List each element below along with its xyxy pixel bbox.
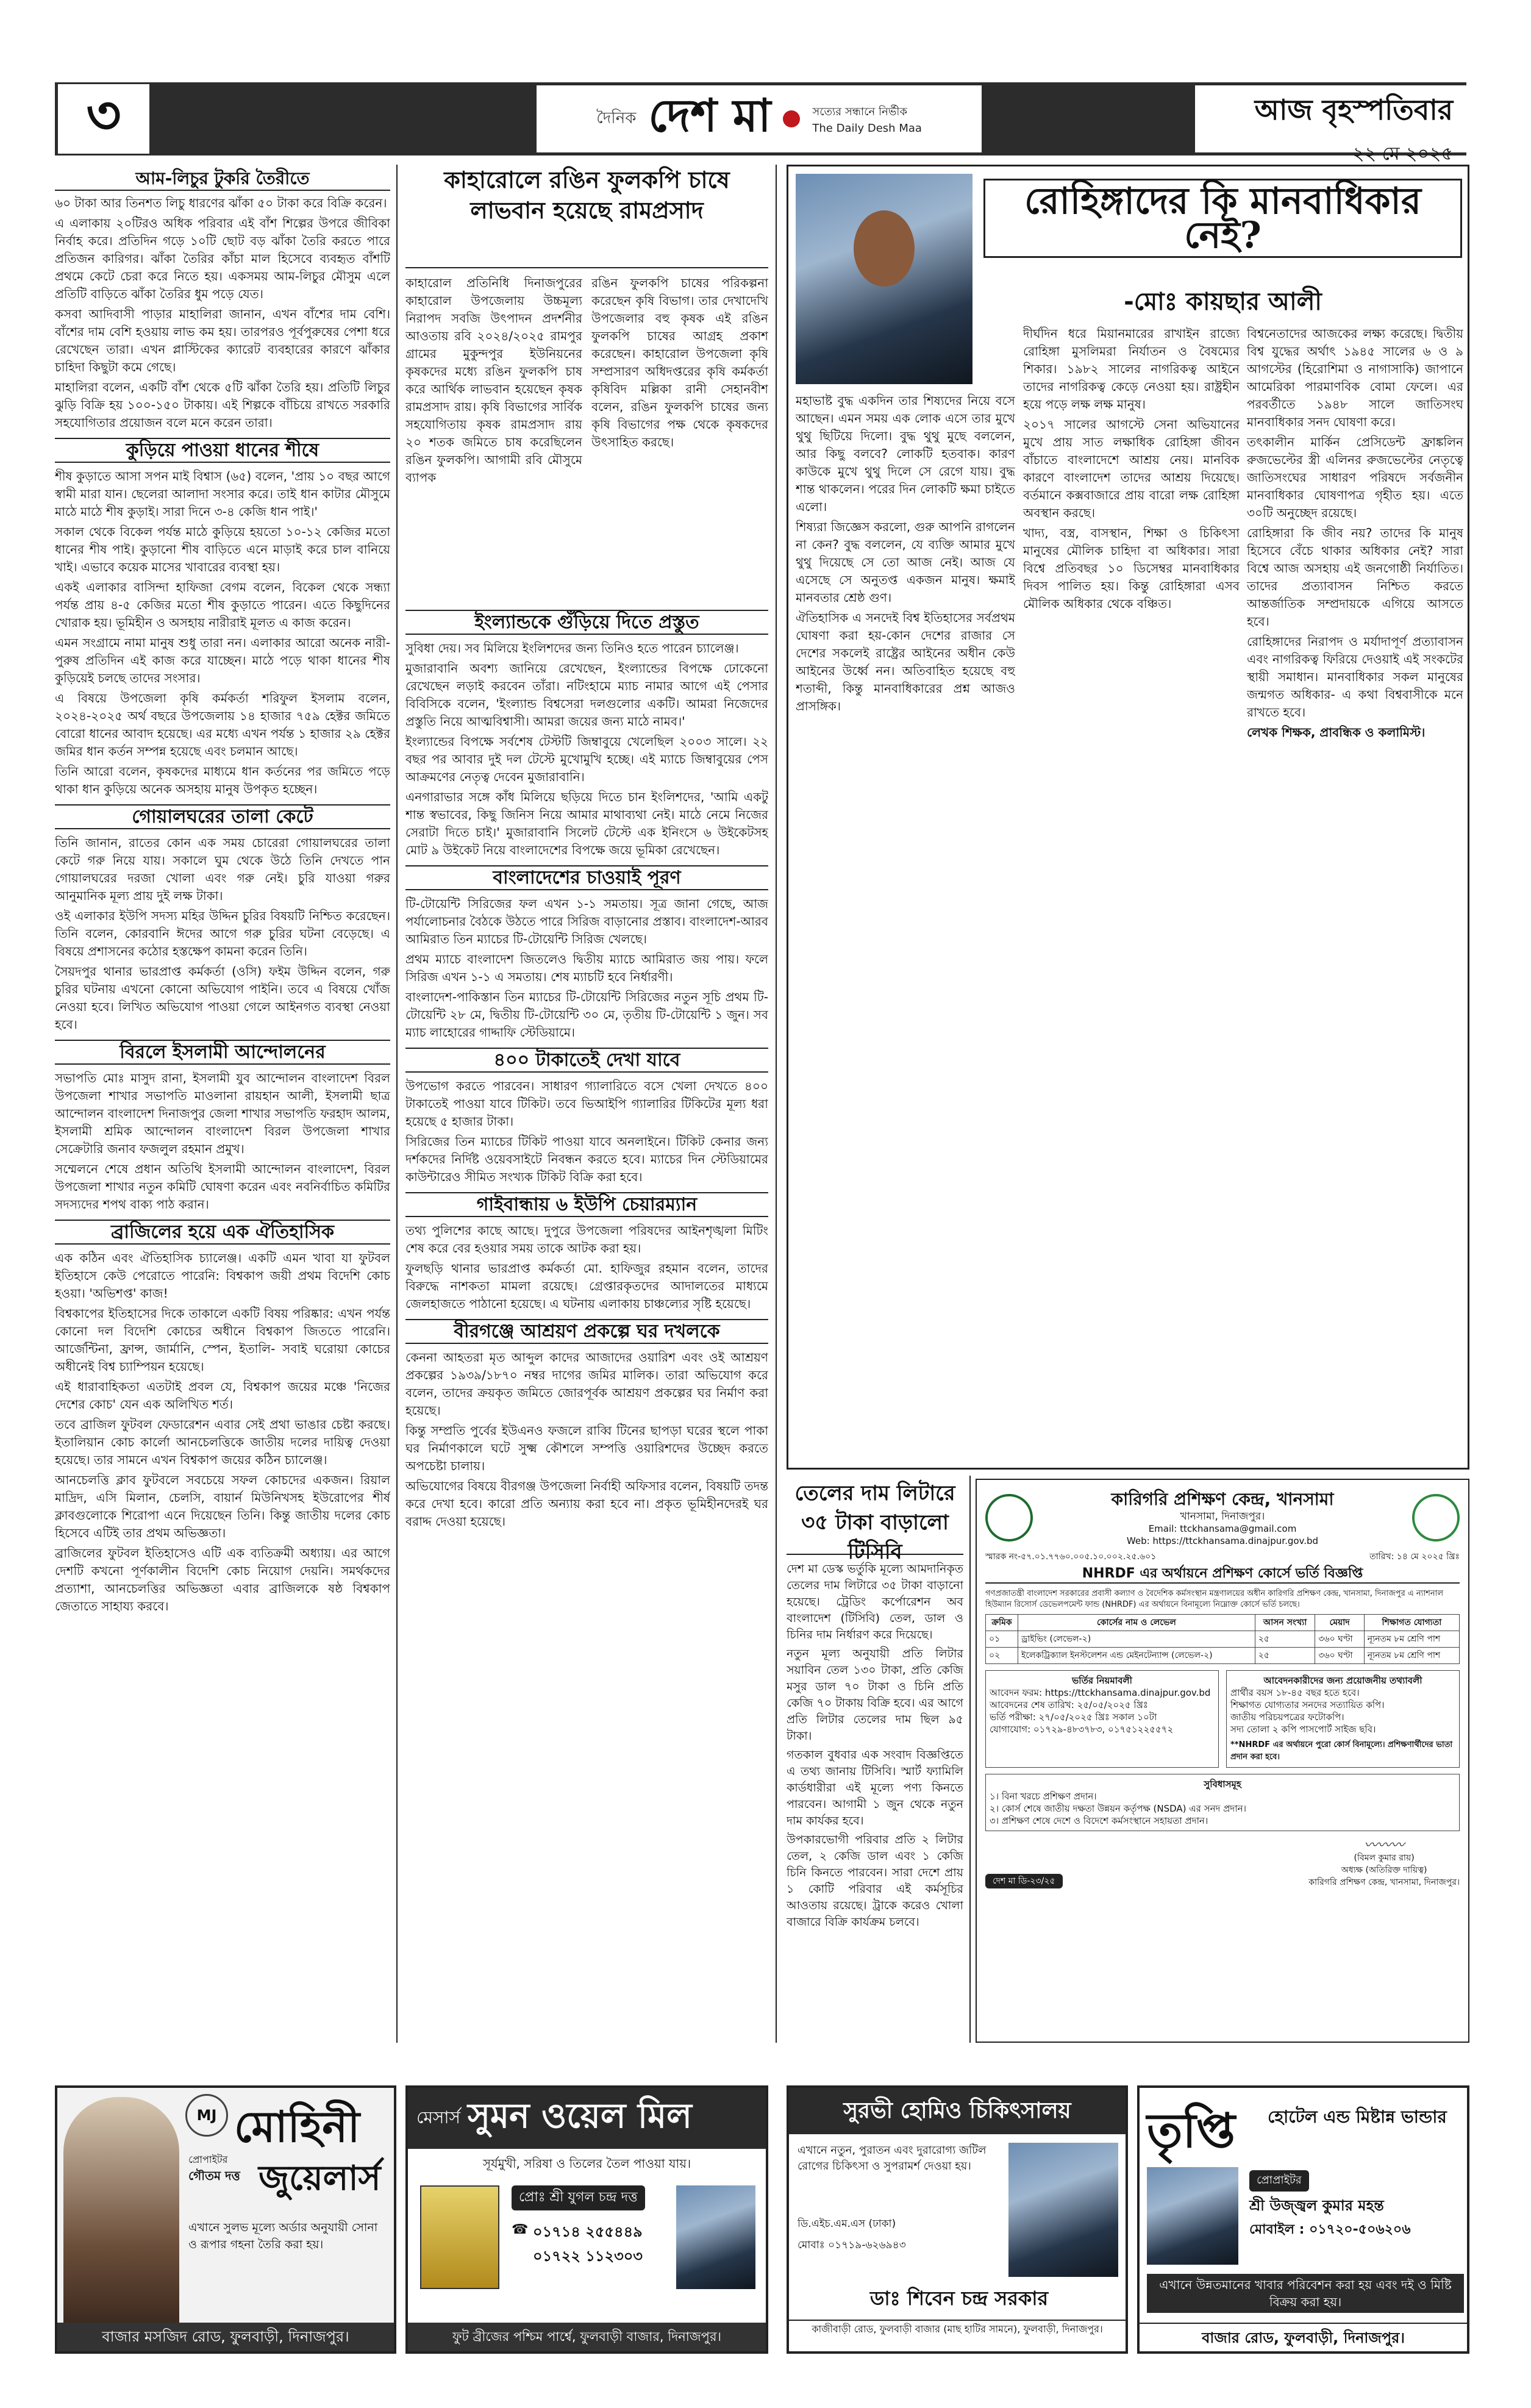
list-item: জাতীয় পরিচয়পত্রের ফটোকপি। [1230, 1712, 1344, 1723]
table-cell: ন্যূনতম ৮ম শ্রেণি পাশ [1364, 1648, 1459, 1664]
doctor-name: ডাঃ শিবেন চন্দ্র সরকার [869, 2287, 1049, 2310]
paragraph: ঐতিহাসিক এ সনদেই বিশ্ব ইতিহাসের সর্বপ্রথম ঘোষণা করা হয়-কোন দেশের রাজার সে দেশের সকলেই রাষ্ট্রের আইনের অধীন কেউ আইনের উর্ধ্বে নন। অতিবাহিত হয়েছে বহু শতাব্দী, কিন্তু মানবাধিকারের প্রশ্ন আজও প্রাসঙ্গিক। [796, 610, 1015, 713]
table-header: মেয়াদ [1315, 1615, 1364, 1631]
column-divider [396, 165, 398, 2043]
owner-label: প্রোপ্রাইটর [1249, 2170, 1309, 2192]
opinion-text-col2 [1023, 325, 1240, 1462]
dd-reference: দেশ মা ডি-২৩/২৫ [985, 1874, 1063, 1888]
paragraph: এই ধারাবাহিকতা এতটাই প্রবল যে, বিশ্বকাপ জয়ের মঞ্চে 'নিজের দেশের কোচ' যেন এক অলিখিত শর্ত। [55, 1379, 390, 1412]
author-note: লেখক শিক্ষক, প্রাবন্ধিক ও কলামিস্ট। [1247, 725, 1426, 740]
table-header: আসন সংখ্যা [1255, 1615, 1315, 1631]
masthead-tagline: সত্যের সন্ধানে নির্ভীক [812, 105, 907, 118]
article-headline: তেলের দাম লিটারে ৩৫ টাকা বাড়ালো টিসিবি [794, 1481, 955, 1564]
paragraph: নতুন মূল্য অনুযায়ী প্রতি লিটার সয়াবিন তেল ১৩০ টাকা, প্রতি কেজি মসুর ডাল ৭০ টাকা ও চিনি প্রতি কেজি ৭০ টাকায় বিক্রি হবে। এর আগে প্রতি লিটার তেলের দাম ছিল ৯৫ টাকা। [787, 1647, 963, 1743]
table-header: শিক্ষাগত যোগ্যতা [1364, 1615, 1459, 1631]
list-item: ২। কোর্স শেষে জাতীয় দক্ষতা উন্নয়ন কর্তৃপক্ষ (NSDA) এর সনদ প্রদান। [990, 1803, 1246, 1814]
ad-title: তৃপ্তি [1147, 2103, 1235, 2159]
owner-photo [1147, 2167, 1238, 2265]
ad-address: ফুট ব্রীজের পশ্চিম পার্শ্বে, ফুলবাড়ী বাজার, দিনাজপুর। [408, 2323, 766, 2351]
article-heading: গাইবান্ধায় ৬ ইউপি চেয়ারম্যান [405, 1192, 768, 1217]
table-cell: ০২ [986, 1648, 1018, 1664]
masthead-logo-icon [783, 110, 800, 127]
paragraph: বিশ্বনেতাদের আজকের লক্ষ্য করেছে। দ্বিতীয় বিশ্ব যুদ্ধের অর্থাৎ ১৯৪৫ সালের ৬ ও ৯ আগস্টের (হিরোশিমা ও নাগাসাকি) জাপানে আমেরিকা পারমাণবিক বোমা ফেলে। এর পরবর্তীতে ১৯৪৮ সালে জাতিসংঘ মানবাধিকার সনদ ঘোষণা করে। [1247, 326, 1463, 429]
docs-title: আবেদনকারীদের জন্য প্রয়োজনীয় তথ্যাবলী [1263, 1675, 1422, 1686]
column-divider [776, 165, 777, 2043]
paragraph: আনচেলত্তি ক্লাব ফুটবলে সবচেয়ে সফল কোচদের একজন। রিয়াল মাদ্রিদ, এসি মিলান, চেলসি, বায়ার্ন মিউনিখসহ ইউরোপের শীর্ষ ক্লাবগুলোকে শিরোপা এনে দিয়েছেন তিনি। কিন্তু জাতীয় দলের কোচ হিসেবে এটিই তার প্রথম অভিজ্ঞতা। [55, 1473, 390, 1540]
paragraph: ওই এলাকার ইউপি সদস্য মহির উদ্দিন চুরির বিষয়টি নিশ্চিত করেছেন। তিনি বলেন, কোরবানি ঈদের আগে গরু চুরির ঘটনা বেড়েছে। এ বিষয়ে প্রশাসনের কঠোর হস্তক্ষেপ কামনা করেন তিনি। [55, 909, 390, 959]
masthead-subtitle: The Daily Desh Maa [812, 122, 922, 135]
signer-title: অধ্যক্ষ (অতিরিক্ত দায়িত্ব) [1341, 1865, 1427, 1875]
article-heading: আম-লিচুর টুকরি তৈরীতে [55, 170, 390, 191]
paragraph: তৎকালীন মার্কিন প্রেসিডেন্ট ফ্রাঙ্কলিন রুজভেল্টের স্ত্রী এলিনর রুজভেল্টের নেতৃত্বে জাতিসংঘের সাধারণ পরিষদে সর্বজনীন মানবাধিকার ঘোষণাপত্র গৃহীত হয়। এতে ৩০টি অনুচ্ছেদ রয়েছে। [1247, 435, 1463, 520]
table-header: কোর্সের নাম ও লেভেল [1018, 1615, 1255, 1631]
article-heading: বীরগঞ্জে আশ্রয়ণ প্রকল্পে ঘর দখলকে [405, 1319, 768, 1344]
docs-list [1230, 1687, 1455, 1735]
signer-org: কারিগরি প্রশিক্ষণ কেন্দ্র, খানসামা, দিনাজপুর। [1308, 1877, 1460, 1887]
paragraph: ইংল্যান্ডের বিপক্ষে সর্বশেষ টেস্টটি জিম্বাবুয়ে খেলেছিল ২০০৩ সালে। ২২ বছর পর আবার দুই দল টেস্টে মুখোমুখি হচ্ছে। এই ম্যাচে জিম্বাবুয়ের পেস আক্রমণের নেতৃত্ব দেবেন মুজারাবানি। [405, 734, 768, 784]
notice-intro: গণপ্রজাতন্ত্রী বাংলাদেশ সরকারের প্রবাসী কল্যাণ ও বৈদেশিক কর্মসংস্থান মন্ত্রণালয়ের অধীন কারিগরি প্রশিক্ষণ কেন্দ্র, খানসামা, দিনাজপুর এ ন্যাশনাল হিউম্যান রিসোর্স ডেভেলপমেন্ট ফান্ড (NHRDF) এর অর্থায়নে বিনামূল্যে নিম্নোক্ত কোর্সে ভর্তি চলছে। [985, 1589, 1444, 1609]
paragraph: ব্রাজিলের ফুটবল ইতিহাসেও এটি এক ব্যতিক্রমী অধ্যায়। এর আগে দেশটি কখনো পূর্ণকালীন বিদেশি কোচ নিয়োগ দেয়নি। সমর্থকদের প্রত্যাশা, আনচেলত্তির অভিজ্ঞতা এবার ব্রাজিলকে ষষ্ঠ বিশ্বকাপ জেতাতে সাহায্য করবে। [55, 1546, 390, 1613]
course-table [985, 1614, 1460, 1664]
ad-subtitle: হোটেল এন্ড মিষ্টান্ন ভান্ডার [1268, 2107, 1447, 2127]
article-heading: বাংলাদেশের চাওয়াই পূরণ [405, 865, 768, 890]
table-cell: ইলেকট্রিক্যাল ইনস্টলেশন এন্ড মেইনটেন্যান্স (লেভেল-২) [1018, 1648, 1255, 1664]
jewelry-logo-icon: MJ [185, 2094, 228, 2137]
notice-web: Web: https://ttckhansama.dinajpur.gov.bd [1126, 1535, 1319, 1546]
day-label: আজ বৃহস্পতিবার [1254, 93, 1453, 126]
paragraph: সভাপতি মোঃ মাসুদ রানা, ইসলামী যুব আন্দোলন বাংলাদেশ বিরল উপজেলা শাখার সভাপতি মাওলানা রায়হান আলী, ইসলামী ছাত্র আন্দোলন বাংলাদেশ দিনাজপুর জেলা শাখার সভাপতি ফরহাদ আলম, ইসলামী শ্রমিক আন্দোলন বাংলাদেশ বিরল উপজেলা শাখার সেক্রেটারি জনাব ফজলুল রহমান প্রমুখ। [55, 1071, 390, 1156]
ad-description: এখানে নতুন, পুরাতন এবং দুরারোগ্য জটিল রোগের চিকিৎসা ও সুপরামর্শ দেওয়া হয়। [798, 2144, 987, 2173]
article-heading: ইংল্যান্ডকে গুঁড়িয়ে দিতে প্রস্তুত [405, 610, 768, 635]
notice-org: কারিগরি প্রশিক্ষণ কেন্দ্র, খানসামা [1111, 1489, 1334, 1509]
benefit-note: **NHRDF এর অর্থায়নে পুরো কোর্স বিনামূল্যে। প্রশিক্ষণার্থীদের ভাতা প্রদান করা হবে। [1230, 1740, 1453, 1762]
paragraph: কাহারোল প্রতিনিধি দিনাজপুরের কাহারোল উপজেলায় উচ্চমূল্য নিরাপদ সবজি উৎপাদন প্রদর্শনীর আওতায় রবি ২০২৪/২০২৫ রামপুর গ্রামের মুকুন্দপুর ইউনিয়নের কৃষকদের মধ্যে রঙিন ফুলকপি চাষ করে আর্থিক লাভবান হয়েছেন কৃষক রামপ্রসাদ রায়। কৃষি বিভাগের সার্বিক সহযোগিতায় কৃষক রামপ্রসাদ রায় ২০ শতক জমিতে চাষ করেছিলেন রঙিন ফুলকপি। আগামী রবি মৌসুমে ব্যাপক [405, 276, 582, 485]
paragraph: টি-টোয়েন্টি সিরিজের ফল এখন ১-১ সমতায়। সূত্র জানা গেছে, আজ পর্যালোচনার বৈঠকে উঠতে পারে সিরিজ বাড়ানোর প্রস্তাব। বাংলাদেশ-আরব আমিরাত তিন ম্যাচের টি-টোয়েন্টি সিরিজ খেলছে। [405, 896, 768, 946]
article-heading: ব্রাজিলের হয়ে এক ঐতিহাসিক [55, 1220, 390, 1245]
masthead-title: দেশ মা [648, 89, 771, 142]
signer-name: (বিমল কুমার রায়) [1354, 1853, 1415, 1863]
tcb-text [787, 1561, 963, 2043]
table-cell: ড্রাইভিং (লেভেল-২) [1018, 1631, 1255, 1648]
paragraph: রঙিন ফুলকপি চাষের পরিকল্পনা করেছেন কৃষি বিভাগ। তার দেখাদেখি উপজেলার বহু কৃষক এই রঙিন ফুলকপি চাষের আগ্রহ প্রকাশ করেছেন। কাহারোল উপজেলা কৃষি সম্প্রসারণ অধিদপ্তরের কৃষি কর্মকর্তা কৃষিবিদ মল্লিকা রানী সেহানবীশ বলেন, রঙিন ফুলকপি চাষের জন্য কৃষি বিভাগের পক্ষ থেকে কৃষকদের উৎসাহিত করছে। [591, 276, 768, 449]
table-row [986, 1648, 1460, 1664]
owner-photo [676, 2185, 755, 2289]
paragraph: দীর্ঘদিন ধরে মিয়ানমারের রাখাইন রাজ্যে রোহিঙ্গা মুসলিমরা নির্যাতন ও বৈষম্যের শিকার। ১৯৮২ সালের নাগরিকত্ব আইনে তাদের নাগরিকত্ব কেড়ে নেওয়া হয়। রাষ্ট্রহীন হয়ে পড়ে লক্ষ লক্ষ মানুষ। [1023, 326, 1240, 412]
notice-email: Email: ttckhansama@gmail.com [1148, 1523, 1297, 1534]
memo-number: স্মারক নং-৫৭.০১.৭৭৬০.০০৫.১০.০০২.২৫.৬০১ [985, 1552, 1157, 1562]
paragraph: উপকারভোগী পরিবার প্রতি ২ লিটার তেল, ২ কেজি ডাল এবং ১ কেজি চিনি কিনতে পারবেন। সারা দেশে প্রায় ১ কোটি পরিবার এই কর্মসূচির আওতায় রয়েছে। ট্রাকে করেও খোলা বাজারে বিক্রি কার্যক্রম চলবে। [787, 1833, 963, 1929]
table-cell: ২৫ [1255, 1648, 1315, 1664]
paragraph: খাদ্য, বস্ত্র, বাসস্থান, শিক্ষা ও চিকিৎসা মানুষের মৌলিক চাহিদা বা অধিকার। সারা বিশ্বে প্রতিবছর ১০ ডিসেম্বর মানবাধিকার দিবস পালিত হয়। কিন্তু রোহিঙ্গারা এসব মৌলিক অধিকার থেকে বঞ্চিত। [1023, 526, 1240, 611]
paragraph: তবে ব্রাজিল ফুটবল ফেডারেশন এবার সেই প্রথা ভাঙার চেষ্টা করছে। ইতালিয়ান কোচ কার্লো আনচেলত্তিকে জাতীয় দলের দায়িত্ব দেওয়া হয়েছে। তার সামনে এখন বিশ্বকাপ জয়ের কঠিন চ্যালেঞ্জ। [55, 1417, 390, 1467]
extra-title: সুবিধাসমূহ [1204, 1779, 1241, 1790]
paragraph: দেশ মা ডেস্ক ভর্তুকি মূল্যে আমদানিকৃত তেলের দাম লিটারে ৩৫ টাকা বাড়ানো হয়েছে। ট্রেডিং কর্পোরেশন অব বাংলাদেশ (টিসিবি) তেল, ডাল ও চিনির দাম নির্ধারণ করে দিয়েছে। [787, 1562, 963, 1642]
table-cell: ৩৬০ ঘণ্টা [1315, 1648, 1364, 1664]
ad-tripti-hotel [1137, 2085, 1469, 2354]
phone-1: ০১৭১৪ ২৫৫৪৪৯ [533, 2223, 643, 2240]
opinion-text-col1 [796, 392, 1015, 1462]
list-item: যোগাযোগ: ০১৭২৯-৪৮৩৭৮৩, ০১৭৫১২২৫৫৭২ [990, 1724, 1174, 1735]
left-column [55, 165, 390, 2043]
signature-icon: 〰〰〰 [1364, 1838, 1405, 1853]
paragraph: কসবা আদিবাসী পাড়ার মাহালিরা জানান, এখন বাঁশের দাম বেশি। বাঁশের দাম বেশি হওয়ায় লাভ কম হয়। তারপরও পূর্বপুরুষের পেশা ধরে রেখেছেন তারা। এখন প্লাস্টিকের ক্যারেট ব্যবহারের কারণে ঝাঁকার চাহিদা কিছুটা কমে গেছে। [55, 307, 390, 374]
doctor-phone: মোবাঃ ০১৭১৯-৬২৬৯৪৩ [798, 2239, 906, 2251]
opinion-headline-box [983, 179, 1462, 258]
paragraph: কিন্তু সম্প্রতি পুর্বের ইউএনও ফজলে রাব্বি টিনের ছাপড়া ঘরের স্থলে পাকা ঘর নির্মাণকালে ঘটে সুক্ষ্ম কৌশলে সম্পত্তি ওয়ারিশদের উচ্ছেদ করতে অপচেষ্টা চালায়। [405, 1423, 768, 1473]
owner-name: শ্রী উজ্জ্বল কুমার মহন্ত [1249, 2197, 1384, 2214]
article-heading: ৪০০ টাকাতেই দেখা যাবে [405, 1048, 768, 1073]
list-item: শিক্ষাগত যোগ্যতার সনদের সত্যায়িত কপি। [1230, 1699, 1385, 1710]
paragraph: শীষ কুড়াতে আসা সপন মাই বিশ্বাস (৬৫) বলেন, 'প্রায় ১০ বছর আগে স্বামী মারা যান। ছেলেরা আলাদা সংসার করে। তাই ধান কাটার মৌসুমে মাঠে মাঠে শীষ কুড়াই। সারা দিনে ৩-৪ কেজি ধান পাই।' [55, 469, 390, 519]
ad-title: মোহিনী [234, 2101, 360, 2152]
paragraph: মাহালিরা বলেন, একটি বাঁশ থেকে ৫টি ঝাঁকা তৈরি হয়। প্রতিটি লিচুর ঝুড়ি বিক্রি হয় ১০০-১৫০ টাকায়। এই শিল্পকে বাঁচিয়ে রাখতে সরকারি সহযোগিতার প্রয়োজন বলে মনে করেন তারা। [55, 380, 390, 430]
owner-phone: মোবাইল : ০১৭২০-৫০৬২০৬ [1249, 2222, 1411, 2237]
article-headline: কাহারোলে রঙিন ফুলকপি চাষে লাভবান হয়েছে রামপ্রসাদ [444, 166, 730, 224]
govt-notice [976, 1479, 1469, 2043]
opinion-text-col3 [1247, 325, 1463, 1462]
article-text [591, 274, 768, 598]
paragraph: একই এলাকার বাসিন্দা হাফিজা বেগম বলেন, বিকেল থেকে সন্ধ্যা পর্যন্ত প্রায় ৪-৫ কেজির মতো শীষ কুড়াতে পারেন। এতে কিছুদিনের খোরাক হয়। ভূমিহীন ও অসহায় নারীরাই মূলত এ কাজ করেন। [55, 580, 390, 630]
lead-article-header [405, 165, 768, 268]
paragraph: এনগারাভার সঙ্গে কাঁধ মিলিয়ে ছড়িয়ে দিতে চান ইংলিশদের, 'আমি একটু শান্ত স্বভাবের, কিছু জিনিস নিয়ে আমার মাথাব্যথা নেই। মাঠে নেমে নিজের সেরাটা দিতে চাই।' মুজারাবানি সিলেট টেস্টে এক ইনিংসে ৬ উইকেটসহ মোট ৯ উইকেট নিয়ে বাংলাদেশের বিপক্ষে জয়ে ভূমিকা রেখেছেন। [405, 790, 768, 857]
doctor-photo [1008, 2143, 1118, 2277]
notice-title: NHRDF এর অর্থায়নে প্রশিক্ষণ কোর্সে ভর্তি বিজ্ঞপ্তি [985, 1568, 1460, 1584]
list-item: ১। বিনা খরচে প্রশিক্ষণ প্রদান। [990, 1791, 1097, 1802]
model-image [63, 2097, 179, 2347]
paragraph: শিষ্যরা জিজ্ঞেস করলো, গুরু আপনি রাগলেন না কেন? বুদ্ধ বললেন, যে ব্যক্তি আমার মুখে থুথু দিয়েছে সে তো আজ নেই। আজ যে এসেছে সে অনুতপ্ত একজন মানুষ। ক্ষমাই মানবতার শ্রেষ্ঠ গুণ। [796, 520, 1015, 605]
column-divider [969, 1476, 971, 2043]
paragraph: বাংলাদেশ-পাকিস্তান তিন ম্যাচের টি-টোয়েন্টি সিরিজের নতুন সূচি প্রথম টি-টোয়েন্টি ২৮ মে, দ্বিতীয় টি-টোয়েন্টি ৩০ মে, তৃতীয় টি-টোয়েন্টি ১ জুন। সব ম্যাচ লাহোরের গাদ্দাফি স্টেডিয়ামে। [405, 990, 768, 1040]
paragraph: উপভোগ করতে পারবেন। সাধারণ গ্যালারিতে বসে খেলা দেখতে ৪০০ টাকাতেই পাওয়া যাবে টিকিট। তবে ভিআইপি গ্যালারির টিকিটের মূল্য ধরা হয়েছে ৫ হাজার টাকা। [405, 1079, 768, 1129]
ad-description: সূর্যমুখী, সরিষা ও তিলের তৈল পাওয়া যায়। [482, 2156, 691, 2171]
paragraph: সম্মেলনে শেষে প্রধান অতিথি ইসলামী আন্দোলন বাংলাদেশ, বিরল উপজেলা শাখার নতুন কমিটি ঘোষণা করেন এবং নবনির্বাচিত কমিটির সদস্যদের শপথ বাক্য পাঠ করান। [55, 1162, 390, 1212]
ad-description: এখানে উন্নতমানের খাবার পরিবেশন করা হয় এবং দই ও মিষ্টি বিক্রয় করা হয়। [1147, 2274, 1464, 2313]
oil-bottle-image [420, 2185, 499, 2289]
paragraph: তথ্য পুলিশের কাছে আছে। দুপুরে উপজেলা পরিষদের আইনশৃঙ্খলা মিটিং শেষ করে বের হওয়ার সময় তাকে আটক করা হয়। [405, 1223, 768, 1256]
paragraph: সুবিধা দেয়। সব মিলিয়ে ইংলিশদের জন্য তিনিও হতে পারেন চ্যালেঞ্জ। [405, 641, 739, 656]
center-column [405, 604, 768, 2043]
ad-mohini [55, 2085, 396, 2354]
paragraph: কেননা আহতরা মৃত আব্দুল কাদের আজাদের ওয়ারিশ এবং ওই আশ্রয়ণ প্রকল্পের ১৯৩৯/১৮৭০ নম্বর দাগের জমির মালিক। তারা অভিযোগ করে বলেন, তাদের ক্রয়কৃত জমিতে জোরপূর্বক আশ্রয়ণ প্রকল্পের ঘর নির্মাণ করা হয়েছে। [405, 1350, 768, 1418]
tcb-header [787, 1479, 963, 1564]
paragraph: বিশ্বকাপের ইতিহাসের দিকে তাকালে একটি বিষয় পরিষ্কার: এখন পর্যন্ত কোনো দল বিদেশি কোচের অধীনে বিশ্বকাপ জিততে পারেনি। আর্জেন্টিনা, ফ্রান্স, জার্মানি, স্পেন, ইতালি- সবাই ঘরোয়া কোচের অধীনেই বিশ্ব চ্যাম্পিয়ন হয়েছে। [55, 1306, 390, 1374]
ad-title: সুরভী হোমিও চিকিৎসালয় [789, 2088, 1126, 2134]
table-cell: ৩৬০ ঘণ্টা [1315, 1631, 1364, 1648]
memo-date: তারিখ: ১৪ মে ২০২৫ খ্রিঃ [1369, 1552, 1460, 1562]
table-cell: ০১ [986, 1631, 1018, 1648]
ad-homeo-clinic [787, 2085, 1128, 2354]
phone-2: ০১৭২২ ১১২৩০৩ [533, 2248, 643, 2265]
author-face [854, 210, 915, 287]
paragraph: মহাভাষ্ট বুদ্ধ একদিন তার শিষ্যদের নিয়ে বসে আছেন। এমন সময় এক লোক এসে তার মুখে থুথু ছিটিয়ে দিলো। বুদ্ধ থুথু মুছে বললেন, আর কিছু বলবে? লোকটি হতবাক। কারণ কাউকে মুখে থুথু দিলে সে রেগে যায়। বুদ্ধ শান্ত থাকলেন। পরের দিন লোকটি ক্ষমা চাইতে এলো। [796, 393, 1015, 514]
paragraph: সিরিজের তিন ম্যাচের টিকিট পাওয়া যাবে অনলাইনে। টিকিট কেনার জন্য দর্শকদের নির্দিষ্ট ওয়েবসাইটে নিবন্ধন করতে হবে। ম্যাচের দিন স্টেডিয়ামের কাউন্টারেও সীমিত সংখ্যক টিকিট বিক্রি করা হবে। [405, 1134, 768, 1184]
paragraph: তিনি জানান, রাতের কোন এক সময় চোরেরা গোয়ালঘরের তালা কেটে গরু নিয়ে যায়। সকালে ঘুম থেকে উঠে তিনি দেখতে পান গোয়ালঘরের দরজা খোলা এবং গরু নেই। চুরি যাওয়া গরুর আনুমানিক মূল্য প্রায় দুই লক্ষ টাকা। [55, 835, 390, 903]
masthead-prefix: দৈনিক [596, 109, 637, 127]
paragraph: এমন সংগ্রামে নামা মানুষ শুধু তারা নন। এলাকার আরো অনেক নারী-পুরুষ প্রতিদিন এই কাজ করে যাচ্ছেন। মাঠে পড়ে থাকা ধানের শীষ কুড়িয়েই চলছে তাদের সংসার। [55, 635, 390, 685]
paragraph: এক কঠিন এবং ঐতিহাসিক চ্যালেঞ্জ। একটি এমন খাবা যা ফুটবল ইতিহাসে কেউ পেরোতে পারেনি: বিশ্বকাপ জয়ী প্রথম বিদেশি কোচ হওয়া। 'অভিশপ্ত' কাজ! [55, 1251, 390, 1301]
author-photo [796, 174, 972, 384]
ad-address: বাজার মসজিদ রোড, ফুলবাড়ী, দিনাজপুর। [57, 2323, 394, 2351]
doctor-qualification: ডি.এইচ.এম.এস (ঢাকা) [798, 2218, 896, 2230]
article-heading: বিরলে ইসলামী আন্দোলনের [55, 1040, 390, 1065]
list-item: আবেদন ফরম: https://ttckhansama.dinajpur.gov.bd [990, 1687, 1211, 1698]
list-item: ভর্তি পরীক্ষা: ২৭/০৫/২০২৫ খ্রিঃ সকাল ১০টা [990, 1712, 1157, 1723]
ad-title: সুমন ওয়েল মিল [468, 2096, 692, 2136]
list-item: সদ্য তোলা ২ কপি পাসপোর্ট সাইজ ছবি। [1230, 1724, 1376, 1735]
paragraph: ২০১৭ সালের আগস্টে সেনা অভিযানের মুখে প্রায় সাত লক্ষাধিক রোহিঙ্গা জীবন বাঁচাতে বাংলাদেশে আশ্রয় নেয়। মানবিক কারণে বাংলাদেশ তাদের আশ্রয় দিয়েছে। বর্তমানে কক্সবাজারে প্রায় বারো লক্ষ রোহিঙ্গা অবস্থান করছে। [1023, 417, 1240, 520]
paragraph: মুজারাবানি অবশ্য জানিয়ে রেখেছেন, ইংল্যান্ডের বিপক্ষে ঢোকেনো রেখেছেন লড়াই করবেন তাঁরা। নটিংহামে ম্যাচ নামার আগে এই পেসার বিবিসিকে বলেন, 'ইংল্যান্ড বিশ্বসেরা দলগুলোর একটি। আমরা নিজেদের প্রস্তুতি নিয়ে আত্মবিশ্বাসী। আমরা জয়ের জন্য মাঠে নামব।' [405, 661, 768, 729]
owner-name: প্রোঃ শ্রী যুগল চন্দ্র দত্ত [512, 2185, 645, 2210]
owner-label: প্রোপাইটর [188, 2154, 228, 2165]
apply-title: ভর্তির নিয়মাবলী [1072, 1675, 1132, 1686]
opinion-article [787, 165, 1469, 1470]
byline: -মোঃ কায়ছার আলী [1124, 288, 1322, 316]
list-item: ৩। প্রশিক্ষণ শেষে দেশে ও বিদেশে কর্মসংস্থানে সহায়তা প্রদান। [990, 1815, 1208, 1826]
paragraph: ৬০ টাকা আর তিনশত লিচু ধারণের ঝাঁকা ৫০ টাকা করে বিক্রি করেন। [55, 196, 387, 210]
opinion-headline: রোহিঙ্গাদের কি মানবাধিকার নেই? [1024, 180, 1421, 257]
ministry-seal-icon [985, 1494, 1033, 1542]
extra-list [990, 1790, 1455, 1827]
paragraph: গতকাল বুধবার এক সংবাদ বিজ্ঞপ্তিতে এ তথ্য জানায় টিসিবি। স্মার্ট ফ্যামিলি কার্ডধারীরা এই মূল্যে পণ্য কিনতে পারবেন। আগামী ১ জুন থেকে নতুন দাম কার্যকর হবে। [787, 1748, 963, 1827]
ad-address: কাজীবাড়ী রোড, ফুলবাড়ী বাজার (মাছ হাটির সামনে), ফুলবাড়ী, দিনাজপুর। [789, 2320, 1126, 2351]
table-row [986, 1631, 1460, 1648]
paragraph: অভিযোগের বিষয়ে বীরগঞ্জ উপজেলা নির্বাহী অফিসার বলেন, বিষয়টি তদন্ত করে দেখা হবে। কারো প্রতি অন্যায় করা হবে না। প্রকৃত ভূমিহীনদেরই ঘর বরাদ্দ দেওয়া হয়েছে। [405, 1479, 768, 1529]
paragraph: প্রথম ম্যাচে বাংলাদেশ জিতলেও দ্বিতীয় ম্যাচে আমিরাত জয় পায়। ফলে সিরিজ এখন ১-১ এ সমতায়। শেষ ম্যাচটি হবে নির্ধারণী। [405, 952, 768, 984]
phone-icon: ☎ [512, 2222, 529, 2237]
article-heading: কুড়িয়ে পাওয়া ধানের শীষে [55, 438, 390, 463]
table-cell: ২৫ [1255, 1631, 1315, 1648]
paragraph: রোহিঙ্গাদের নিরাপদ ও মর্যাদাপূর্ণ প্রত্যাবাসন এবং নাগরিকত্ব ফিরিয়ে দেওয়াই এই সংকটের স্থায়ী সমাধান। মানবাধিকার সকল মানুষের জন্মগত অধিকার- এ কথা বিশ্ববাসীকে মনে রাখতে হবে। [1247, 634, 1463, 720]
ad-subtitle: জুয়েলার্স [259, 2158, 381, 2198]
table-header: ক্রমিক [986, 1615, 1018, 1631]
masthead [537, 85, 982, 152]
notice-address: খানসামা, দিনাজপুর। [1180, 1510, 1265, 1523]
owner-name: গৌতম দত্ত [188, 2168, 240, 2183]
center-logo-icon [1412, 1494, 1460, 1542]
paragraph: তিনি আরো বলেন, কৃষকদের মাধ্যমে ধান কর্তনের পর জমিতে পড়ে থাকা ধান কুড়িয়ে অনেক অসহায় মানুষ উপকৃত হচ্ছেন। [55, 764, 390, 796]
list-item: প্রার্থীর বয়স ১৮-৪৫ বছর হতে হবে। [1230, 1687, 1360, 1698]
date-label: ২২ মে ২০২৫ [1352, 143, 1453, 165]
article-text [405, 274, 582, 598]
apply-list [990, 1687, 1215, 1735]
paragraph: এ এলাকায় ২০টিরও অধিক পরিবার এই বাঁশ শিল্পের উপরে জীবিকা নির্বাহ করে। প্রতিদিন গড়ে ১০টি ছোট বড় ঝাঁকা তৈরি করতে পারে প্রতিজন কারিগর। ঝাঁকা তৈরির কাঁচা মাল হিসেবে ব্যবহৃত বাঁশটি প্রথমে কেটে চেরা করে নিতে হয়। একসময় আম-লিচুর মৌসুম এলে প্রতিটি বাড়িতে ঝাঁকা তৈরির ধুম পড়ে যেত। [55, 216, 390, 301]
ad-description: এখানে সুলভ মূল্যে অর্ডার অনুযায়ী সোনা ও রূপার গহনা তৈরি করা হয়। [188, 2221, 378, 2251]
ad-address: বাজার রোড, ফুলবাড়ী, দিনাজপুর। [1140, 2323, 1467, 2351]
date-box [1195, 85, 1466, 165]
article-heading: গোয়ালঘরের তালা কেটে [55, 804, 390, 829]
page-number: ৩ [58, 84, 149, 154]
paragraph: রোহিঙ্গারা কি জীব নয়? তাদের কি মানুষ হিসেবে বেঁচে থাকার অধিকার নেই? সারা বিশ্বে আজ অসহায় এই জনগোষ্ঠী নির্যাতিত। তাদের প্রত্যাবাসন নিশ্চিত করতে আন্তর্জাতিক সম্প্রদায়কে এগিয়ে আসতে হবে। [1247, 526, 1463, 629]
paragraph: সৈয়দপুর থানার ভারপ্রাপ্ত কর্মকর্তা (ওসি) ফইম উদ্দিন বলেন, গরু চুরির ঘটনায় এখনো কোনো অভিযোগ পাইনি। তবে এ বিষয়ে খোঁজ নেওয়া হবে। লিখিত অভিযোগ পাওয়া গেলে আইনগত ব্যবস্থা নেওয়া হবে। [55, 964, 390, 1032]
paragraph: সকাল থেকে বিকেল পর্যন্ত মাঠে কুড়িয়ে হয়তো ১০-১২ কেজির মতো ধানের শীষ পাই। কুড়ানো শীষ বাড়িতে এনে মাড়াই করে চাল বানিয়ে খাই। এভাবে কয়েক মাসের খাবারের ব্যবস্থা হয়। [55, 524, 390, 574]
table-cell: ন্যূনতম ৮ম শ্রেণি পাশ [1364, 1631, 1459, 1648]
ad-suman-oil-mill [405, 2085, 768, 2354]
paragraph: ফুলছড়ি থানার ভারপ্রাপ্ত কর্মকর্তা মো. হাফিজুর রহমান বলেন, তাদের বিরুদ্ধে নাশকতা মামলা রয়েছে। গ্রেপ্তারকৃতদের আদালতের মাধ্যমে জেলহাজতে পাঠানো হয়েছে। এ ঘটনায় এলাকায় চাঞ্চল্যের সৃষ্টি হয়েছে। [405, 1261, 768, 1311]
paragraph: এ বিষয়ে উপজেলা কৃষি কর্মকর্তা শরিফুল ইসলাম বলেন, ২০২৪-২০২৫ অর্থ বছরে উপজেলায় ১৪ হাজার ৭৫৯ হেক্টর জমিতে বোরো ধানের আবাদ হয়েছে। এর মধ্যে এখন পর্যন্ত ১ হাজার ২৯ হেক্টর জমির ধান কর্তন সম্পন্ন হয়েছে এবং চলমান আছে। [55, 691, 390, 759]
ad-prefix: মেসার্স [416, 2107, 461, 2128]
list-item: আবেদনের শেষ তারিখ: ২৫/০৫/২০২৫ খ্রিঃ [990, 1699, 1148, 1710]
